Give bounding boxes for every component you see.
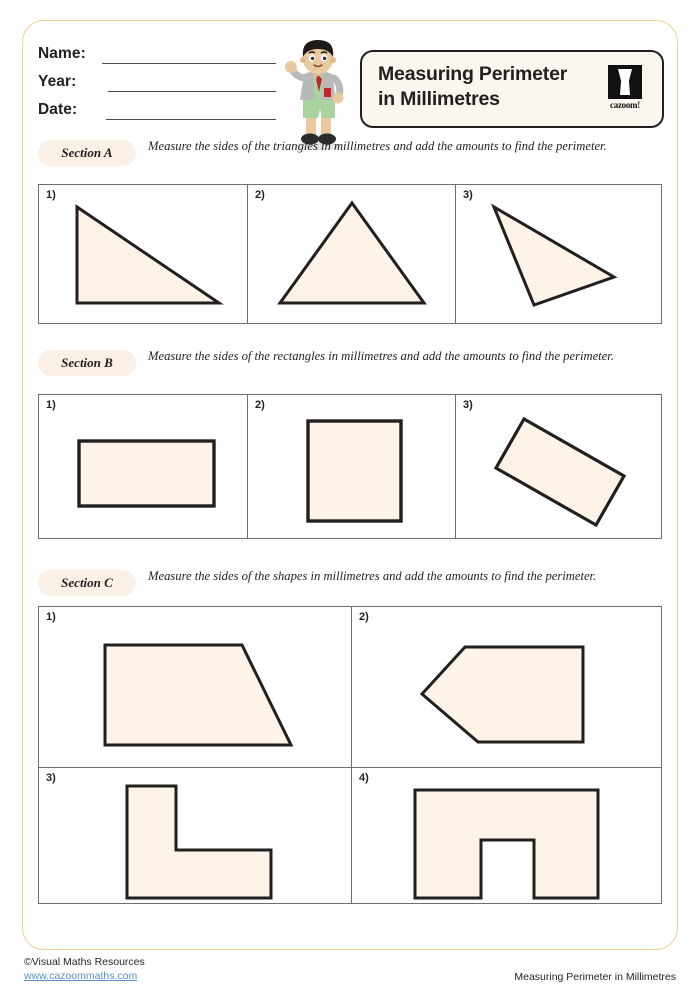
question-b3-number: 3) bbox=[463, 399, 473, 411]
section-a-badge-label: Section A bbox=[61, 145, 113, 160]
date-field-row[interactable] bbox=[38, 92, 276, 120]
section-a-header bbox=[22, 138, 678, 178]
question-c2[interactable] bbox=[351, 607, 661, 767]
question-a2[interactable] bbox=[247, 185, 455, 323]
footer-left bbox=[24, 955, 145, 983]
question-c3[interactable] bbox=[39, 767, 351, 903]
section-c-badge bbox=[38, 570, 136, 596]
question-c1-number: 1) bbox=[46, 611, 56, 623]
section-a bbox=[22, 138, 678, 201]
date-input-line[interactable] bbox=[106, 102, 276, 120]
mascot-schoolboy-icon bbox=[280, 38, 354, 150]
question-c4-number: 4) bbox=[359, 772, 369, 784]
question-a3[interactable] bbox=[455, 185, 661, 323]
year-field-row[interactable] bbox=[38, 64, 276, 92]
question-c1[interactable] bbox=[39, 607, 351, 767]
question-b2[interactable] bbox=[247, 395, 455, 538]
section-b bbox=[22, 348, 678, 411]
section-a-description: Measure the sides of the triangles in millimetres and add the amounts to find the perimeter. bbox=[148, 139, 607, 153]
page-title-line-1: Measuring Perimeter bbox=[378, 63, 568, 85]
title-box bbox=[360, 50, 664, 128]
question-b1[interactable] bbox=[39, 395, 247, 538]
section-b-header bbox=[22, 348, 678, 388]
question-b2-number: 2) bbox=[255, 399, 265, 411]
page-title bbox=[378, 62, 588, 112]
date-label: Date: bbox=[38, 101, 78, 118]
year-label: Year: bbox=[38, 73, 77, 90]
section-b-grid bbox=[38, 394, 662, 539]
name-label: Name: bbox=[38, 45, 86, 62]
cazoom-glass-icon bbox=[608, 65, 642, 99]
section-c bbox=[22, 568, 678, 784]
worksheet-header bbox=[22, 20, 678, 138]
cazoom-logo bbox=[600, 65, 650, 117]
section-c-description: Measure the sides of the shapes in millimetres and add the amounts to find the perimeter. bbox=[148, 569, 597, 583]
section-b-badge-label: Section B bbox=[61, 355, 113, 370]
question-a2-number: 2) bbox=[255, 189, 265, 201]
question-a1[interactable] bbox=[39, 185, 247, 323]
year-input-line[interactable] bbox=[108, 74, 276, 92]
section-b-description: Measure the sides of the rectangles in millimetres and add the amounts to find the perimeter. bbox=[148, 349, 614, 363]
question-c4[interactable] bbox=[351, 767, 661, 903]
worksheet-footer bbox=[24, 955, 676, 987]
section-c-badge-label: Section C bbox=[61, 575, 113, 590]
student-info-block bbox=[38, 36, 276, 120]
name-input-line[interactable] bbox=[102, 46, 276, 64]
question-a3-number: 3) bbox=[463, 189, 473, 201]
footer-worksheet-title: Measuring Perimeter in Millimetres bbox=[514, 971, 676, 983]
section-a-badge bbox=[38, 140, 136, 166]
name-field-row[interactable] bbox=[38, 36, 276, 64]
cazoom-logo-text: cazoom! bbox=[610, 100, 640, 110]
section-b-badge bbox=[38, 350, 136, 376]
question-b1-number: 1) bbox=[46, 399, 56, 411]
question-c2-number: 2) bbox=[359, 611, 369, 623]
question-b3[interactable] bbox=[455, 395, 661, 538]
footer-website-link[interactable]: www.cazoommaths.com bbox=[24, 970, 138, 982]
page-title-line-2: in Millimetres bbox=[378, 88, 500, 110]
footer-copyright: ©Visual Maths Resources bbox=[24, 956, 145, 968]
section-c-header bbox=[22, 568, 678, 608]
section-a-grid bbox=[38, 184, 662, 324]
question-a1-number: 1) bbox=[46, 189, 56, 201]
section-c-grid bbox=[38, 606, 662, 904]
question-c3-number: 3) bbox=[46, 772, 56, 784]
